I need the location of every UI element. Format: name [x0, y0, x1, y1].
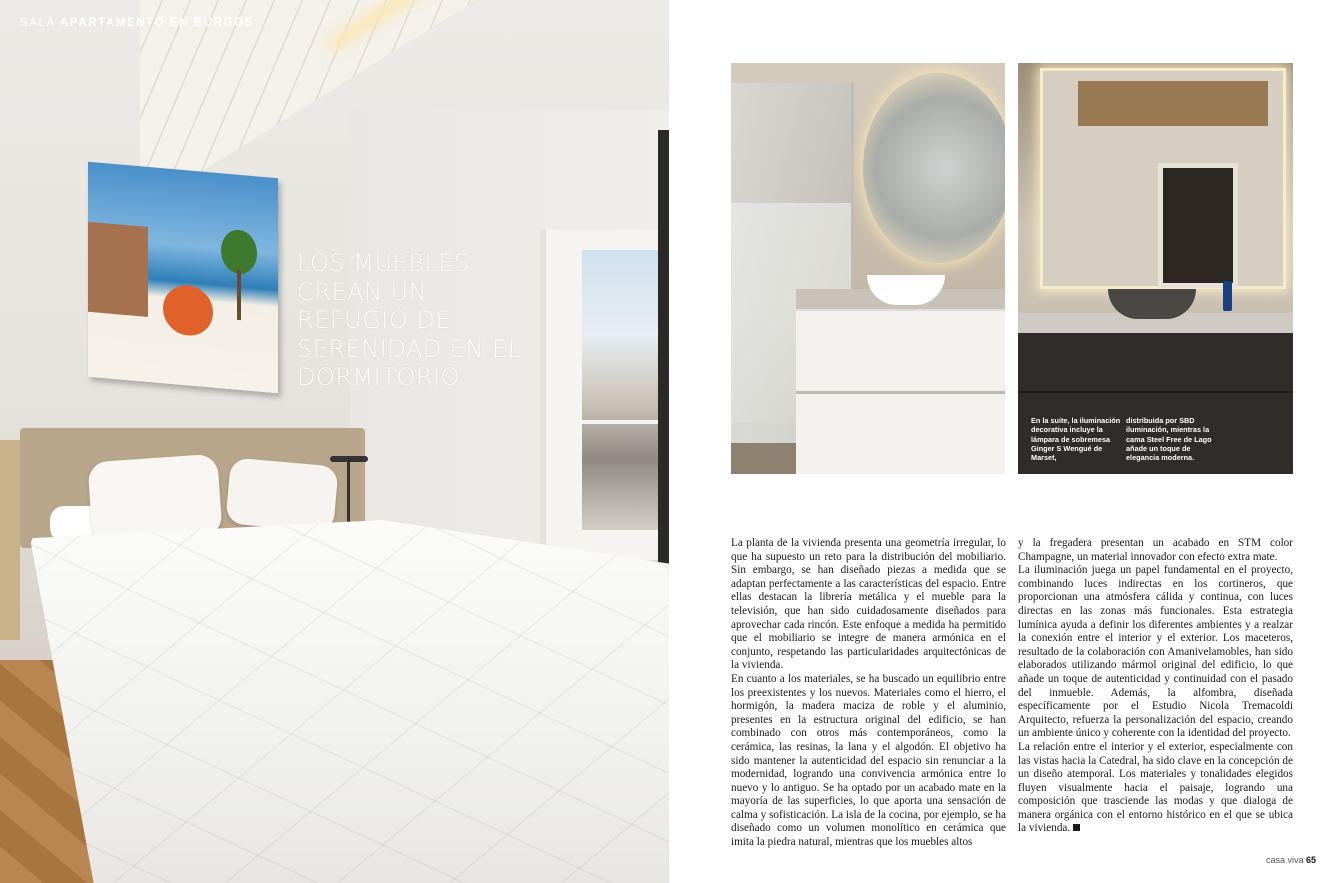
end-mark-icon	[1073, 824, 1080, 831]
article-column-1	[731, 537, 1006, 850]
quilt-texture	[30, 520, 669, 883]
photo-caption-part2: distribuida por SBD iluminación, mientras la cama Steel Free de Lago añade un toque de elegancia moderna.	[1126, 416, 1212, 463]
bathroom-photo-2	[1018, 63, 1293, 474]
pillow	[225, 457, 338, 532]
round-mirror	[863, 73, 1005, 263]
paragraph-last	[1018, 741, 1293, 836]
lamp-shade	[330, 456, 368, 462]
doorway	[1158, 163, 1238, 288]
bathroom-photo-1	[731, 63, 1005, 474]
window	[582, 250, 658, 530]
section-label	[20, 17, 254, 29]
table-lamp	[347, 460, 350, 522]
side-table	[0, 440, 20, 640]
door-frame	[658, 130, 669, 590]
folio	[1266, 855, 1316, 865]
paragraph: En cuanto a los materiales, se ha buscado un equilibrio entre los preexistentes y los nuevos. Materiales como el hierro, el hormigón, la madera maciza de roble y el aluminio, presentes en la estructura original del edificio, se han combinado con otros más contemporáneos, como la cerámica, las resinas, la lana y el algodón. El objetivo ha sido mantener la autenticidad del espacio sin renunciar a la modernidad, logrando una convivencia armónica entre lo nuevo y lo antiguo. Se ha optado por un acabado mate en la mayoría de las superficies, lo que aporta una sensación de calma y sofisticación. La isla de la cocina, por ejemplo, se ha diseñado como un volumen monolítico en cerámica que imita la piedra natural, mientras que los muebles altos	[731, 672, 1006, 849]
paragraph: y la fregadera presentan un acabado en STM color Champagne, un material innovador con efecto extra mate.	[1018, 537, 1293, 563]
painting	[88, 162, 278, 394]
page-number: 65	[1305, 855, 1316, 865]
section-title: APARTAMENTO EN BURGOS	[59, 17, 254, 29]
section-name: SALA	[20, 17, 56, 29]
paragraph: La planta de la vivienda presenta una geometría irregular, lo que ha supuesto un reto para la distribución del mobiliario. Sin embargo, se han diseñado piezas a medida que se adaptan perfectamente a las características del espacio. Entre ellas destacan la librería metálica y el mueble para la televisión, que han sido cuidadosamente diseñados para aprovechar cada rincón. Este enfoque a medida ha permitido que el mobiliario se integre de manera armónica en el conjunto, respetando las particularidades arquitectónicas de la vivienda.	[731, 537, 1006, 672]
paragraph: La relación entre el interior y el exterior, especialmente con las vistas hacia la Catedral, ha sido clave en la concepción de un diseño atemporal. Los materiales y tonalidades elegidos fluyen visualmente hacia el paisaje, logrando una composición que trasciende las modas y que dialoga de manera orgánica con el entorno histórico en el que se ubica la vivienda.	[1018, 740, 1293, 835]
vanity-cabinet	[796, 309, 1005, 474]
paragraph: La iluminación juega un papel fundamental en el proyecto, combinando luces indirectas en los cortineros, que proporcionan una atmósfera cálida y continua, con luces directas en las zonas más funcionales. Esta estrategia lumínica ayuda a definir los diferentes ambientes y a realzar la conexión entre el interior y el exterior. Los maceteros, resultado de la colaboración con Amanivelamobles, han sido elaborados utilizando mármol original del edificio, lo que añade un toque de autenticidad y continuidad con el pasado del inmueble. Además, la alfombra, diseñada específicamente por el Estudio Nicola Tremacoldi Arquitecto, refuerza la personalización del espacio, creando un ambiente único y coherente con la identidad del proyecto.	[1018, 564, 1293, 740]
magazine-name: casa viva	[1265, 855, 1304, 865]
article-column-2	[1018, 537, 1293, 836]
photo-caption-part1: En la suite, la iluminación decorativa incluye la lámpara de sobremesa Ginger S Wengué de Marset,	[1031, 416, 1121, 463]
headline: LOS MUEBLES CREAN UN REFUGIO DE SERENIDAD EN EL DORMITORIO	[297, 249, 522, 391]
